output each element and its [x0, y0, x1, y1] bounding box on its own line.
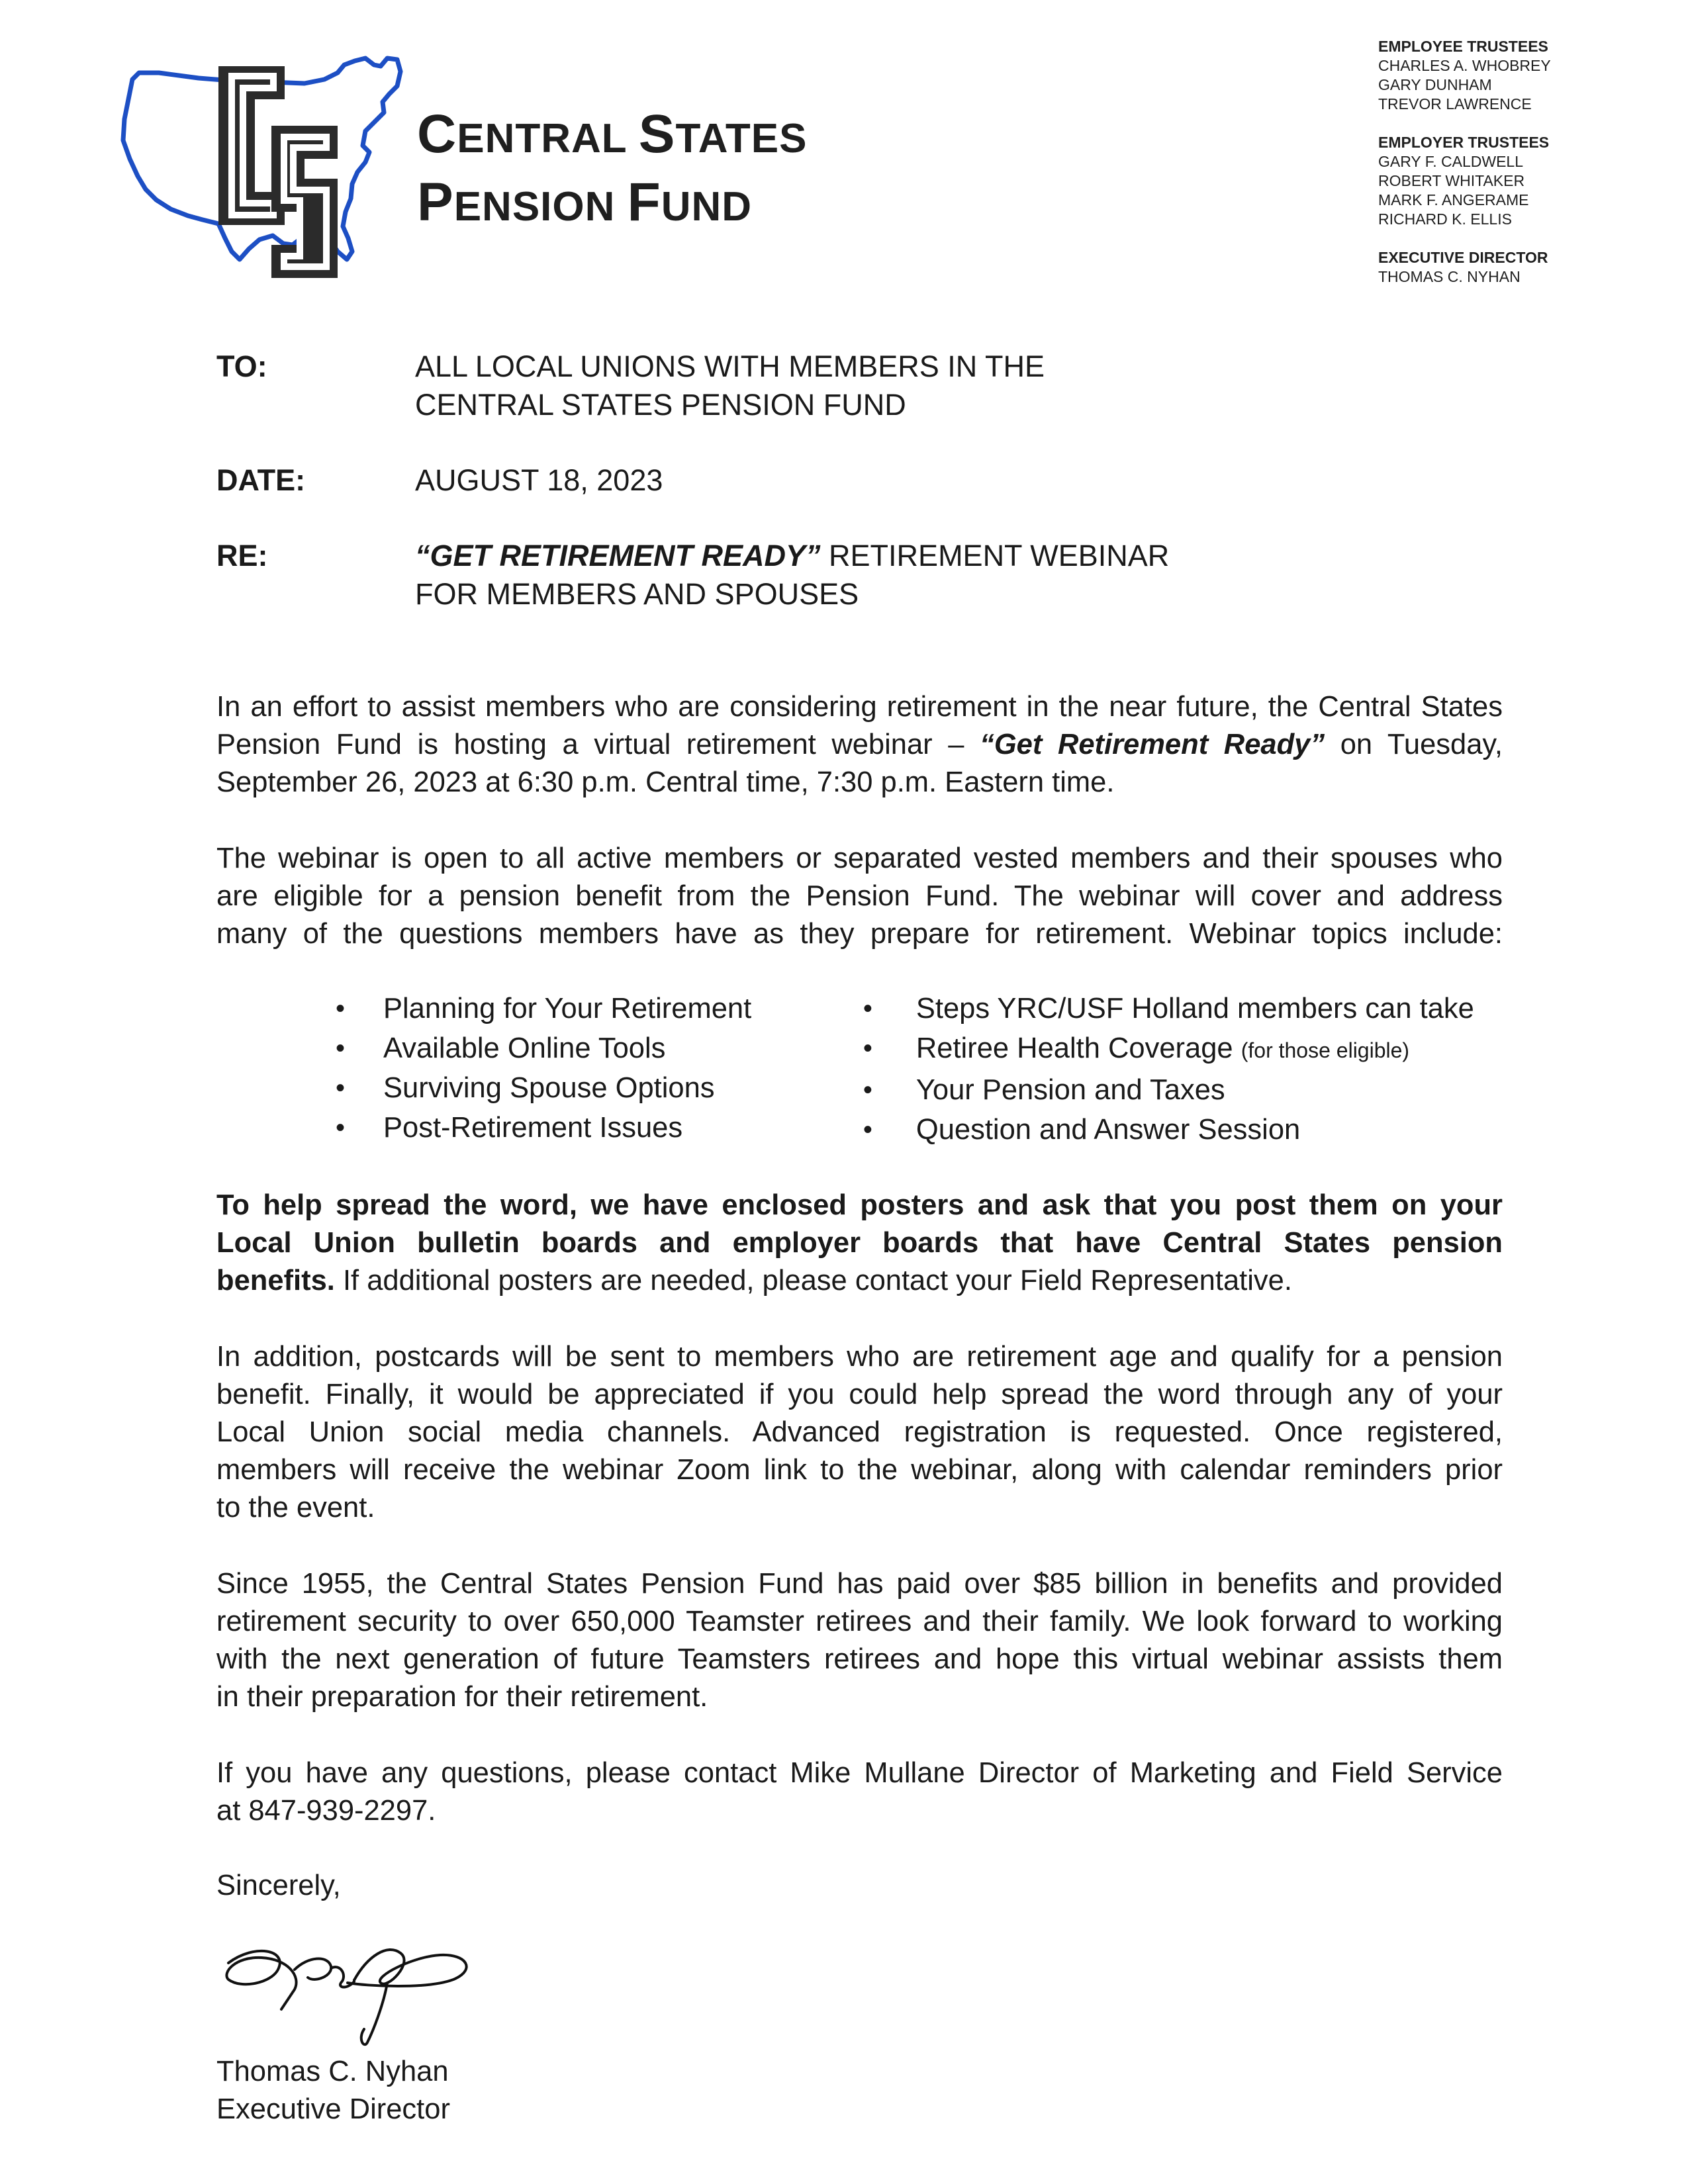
trustee-name: CHARLES A. WHOBREY — [1378, 57, 1551, 74]
trustee-heading: EMPLOYER TRUSTEES — [1378, 134, 1550, 151]
paragraph-history: Since 1955, the Central States Pension Fund has paid over $85 billion in benefits and provided retirement security to over 650,000 Teamster retirees and their family. We look forward to working with the next generation of future Teamsters retirees and hope this virtual webinar assists them in their preparation for their retirement. — [216, 1568, 1503, 1713]
paragraph-postcards: In addition, postcards will be sent to members who are retirement age and qualify for a pension benefit. Finally, it would be appreciated if you could help spread the word through any of your Local Union social media channels. Advanced registration is requested. Once registered, members will receive the webinar Zoom link to the webinar, along with calendar reminders prior to the event. — [216, 1341, 1503, 1524]
letter-closing — [216, 1867, 1503, 2128]
memo-header — [216, 347, 1507, 651]
memo-re-row — [216, 537, 1507, 614]
list-item: • Surviving Spouse Options — [336, 1072, 715, 1104]
organization-name — [417, 103, 808, 239]
central-states-logo — [119, 53, 430, 285]
topics-right-column — [857, 989, 1503, 1150]
memo-re-label: RE: — [216, 539, 268, 572]
paragraph-posters: To help spread the word, we have enclosed posters and ask that you post them on your Local Union bulletin boards and employer boards that have Central States pension benefits. If additional posters are needed, please contact your Field Representative. — [216, 1189, 1503, 1297]
memo-date-row — [216, 461, 1507, 500]
trustee-name: MARK F. ANGERAME — [1378, 191, 1529, 208]
org-name-line1: CENTRAL STATES — [417, 104, 808, 164]
memo-re-value: “GET RETIREMENT READY” RETIREMENT WEBINAR FOR MEMBERS AND SPOUSES — [415, 539, 1170, 611]
signer-name: Thomas C. Nyhan — [216, 2056, 449, 2087]
letter-body — [216, 688, 1503, 2128]
trustee-name: GARY DUNHAM — [1378, 76, 1492, 93]
salutation: Sincerely, — [216, 1870, 341, 1901]
memo-to-value: ALL LOCAL UNIONS WITH MEMBERS IN THE CENTRAL STATES PENSION FUND — [415, 349, 1045, 422]
trustee-heading: EXECUTIVE DIRECTOR — [1378, 249, 1548, 266]
memo-to-label: TO: — [216, 349, 267, 383]
list-item: • Post-Retirement Issues — [336, 1112, 683, 1144]
trustee-name: THOMAS C. NYHAN — [1378, 268, 1521, 285]
trustees-list — [1378, 37, 1551, 306]
executive-director — [1378, 248, 1551, 287]
list-item: • Available Online Tools — [336, 1032, 666, 1064]
signer-title: Executive Director — [216, 2093, 450, 2125]
topics-left-column — [329, 989, 857, 1150]
webinar-topics — [216, 989, 1503, 1150]
signature — [215, 1917, 493, 2049]
trustee-name: RICHARD K. ELLIS — [1378, 210, 1512, 228]
trustee-heading: EMPLOYEE TRUSTEES — [1378, 38, 1548, 55]
paragraph-intro: In an effort to assist members who are considering retirement in the near future, the Central States Pension Fund is hosting a virtual retirement webinar – “Get Retirement Ready” on Tuesday, September 26, 2023 at 6:30 p.m. Central time, 7:30 p.m. Eastern time. — [216, 691, 1503, 798]
employer-trustees — [1378, 133, 1551, 229]
org-name-line2: PENSION FUND — [417, 172, 753, 232]
trustee-name: GARY F. CALDWELL — [1378, 153, 1524, 170]
list-item: • Your Pension and Taxes — [863, 1074, 1225, 1106]
paragraph-contact: If you have any questions, please contact Mike Mullane Director of Marketing and Field Service at 847-939-2297. — [216, 1757, 1503, 1827]
employee-trustees — [1378, 37, 1551, 114]
memo-to-row — [216, 347, 1507, 424]
paragraph-eligibility: The webinar is open to all active members or separated vested members and their spouses who are eligible for a pension benefit from the Pension Fund. The webinar will cover and address many of the questions members have as they prepare for retirement. Webinar topics include: — [216, 842, 1503, 950]
trustee-name: ROBERT WHITAKER — [1378, 172, 1525, 189]
list-item: • Planning for Your Retirement — [336, 993, 752, 1024]
eligibility-note: (for those eligible) — [1241, 1038, 1410, 1062]
list-item: • Steps YRC/USF Holland members can take — [863, 993, 1474, 1024]
list-item: • Retiree Health Coverage (for those eligible) — [863, 1032, 1410, 1064]
memo-date-value: AUGUST 18, 2023 — [415, 463, 663, 497]
monogram-s — [271, 126, 338, 278]
trustee-name: TREVOR LAWRENCE — [1378, 95, 1532, 113]
list-item: • Question and Answer Session — [863, 1114, 1301, 1146]
memo-date-label: DATE: — [216, 463, 306, 497]
